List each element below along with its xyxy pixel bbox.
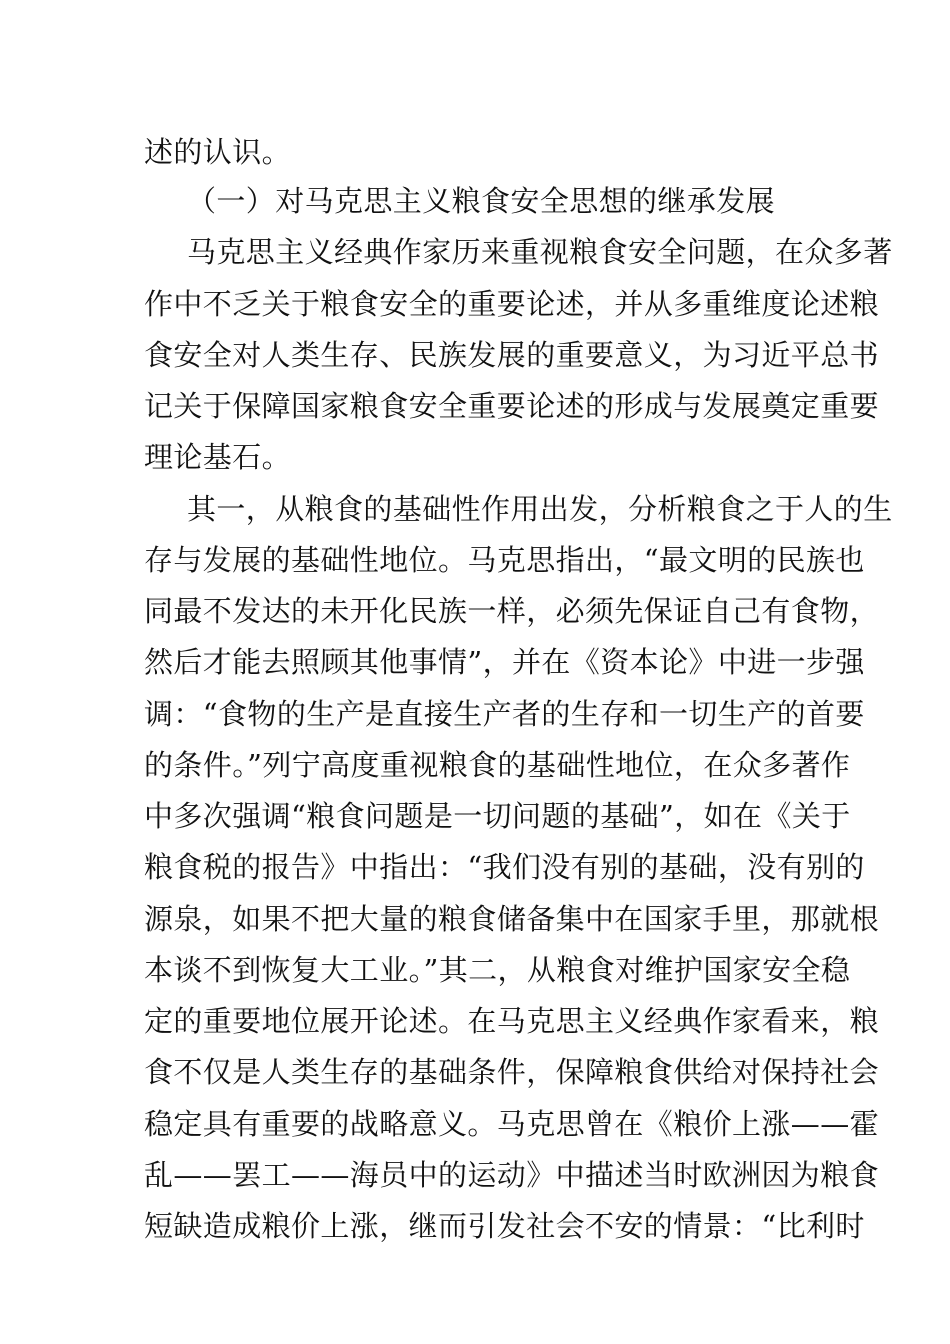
text-line-16: 源泉，如果不把大量的粮食储备集中在国家手里，那就根 [144, 902, 880, 936]
text-line-15: 粮食税的报告》中指出：“我们没有别的基础，没有别的 [144, 850, 865, 884]
text-line-3: 马克思主义经典作家历来重视粮食安全问题，在众多著 [187, 235, 893, 269]
text-line-7: 理论基石。 [144, 440, 292, 474]
text-line-13: 的条件。”列宁高度重视粮食的基础性地位，在众多著作 [144, 748, 851, 782]
text-line-10: 同最不发达的未开化民族一样，必须先保证自己有食物， [144, 594, 880, 628]
text-line-4: 作中不乏关于粮食安全的重要论述，并从多重维度论述粮 [144, 287, 880, 321]
text-line-8: 其一，从粮食的基础性作用出发，分析粮食之于人的生 [187, 492, 893, 526]
text-line-12: 调：“食物的生产是直接生产者的生存和一切生产的首要 [144, 697, 865, 731]
text-line-18: 定的重要地位展开论述。在马克思主义经典作家看来，粮 [144, 1004, 880, 1038]
text-line-22: 短缺造成粮价上涨，继而引发社会不安的情景：“比利时 [144, 1209, 865, 1243]
section-heading: （一）对马克思主义粮食安全思想的继承发展 [187, 184, 776, 218]
text-line-20: 稳定具有重要的战略意义。马克思曾在《粮价上涨——霍 [144, 1107, 880, 1141]
text-line-5: 食安全对人类生存、民族发展的重要意义，为习近平总书 [144, 338, 880, 372]
text-line-11: 然后才能去照顾其他事情”，并在《资本论》中进一步强 [144, 645, 865, 679]
text-line-9: 存与发展的基础性地位。马克思指出，“最文明的民族也 [144, 543, 865, 577]
text-line-17: 本谈不到恢复大工业。”其二，从粮食对维护国家安全稳 [144, 953, 851, 987]
text-line-19: 食不仅是人类生存的基础条件，保障粮食供给对保持社会 [144, 1055, 880, 1089]
text-line-1: 述的认识。 [144, 135, 292, 169]
text-line-21: 乱——罢工——海员中的运动》中描述当时欧洲因为粮食 [144, 1158, 880, 1192]
text-line-6: 记关于保障国家粮食安全重要论述的形成与发展奠定重要 [144, 389, 880, 423]
text-line-14: 中多次强调“粮食问题是一切问题的基础”，如在《关于 [144, 799, 851, 833]
